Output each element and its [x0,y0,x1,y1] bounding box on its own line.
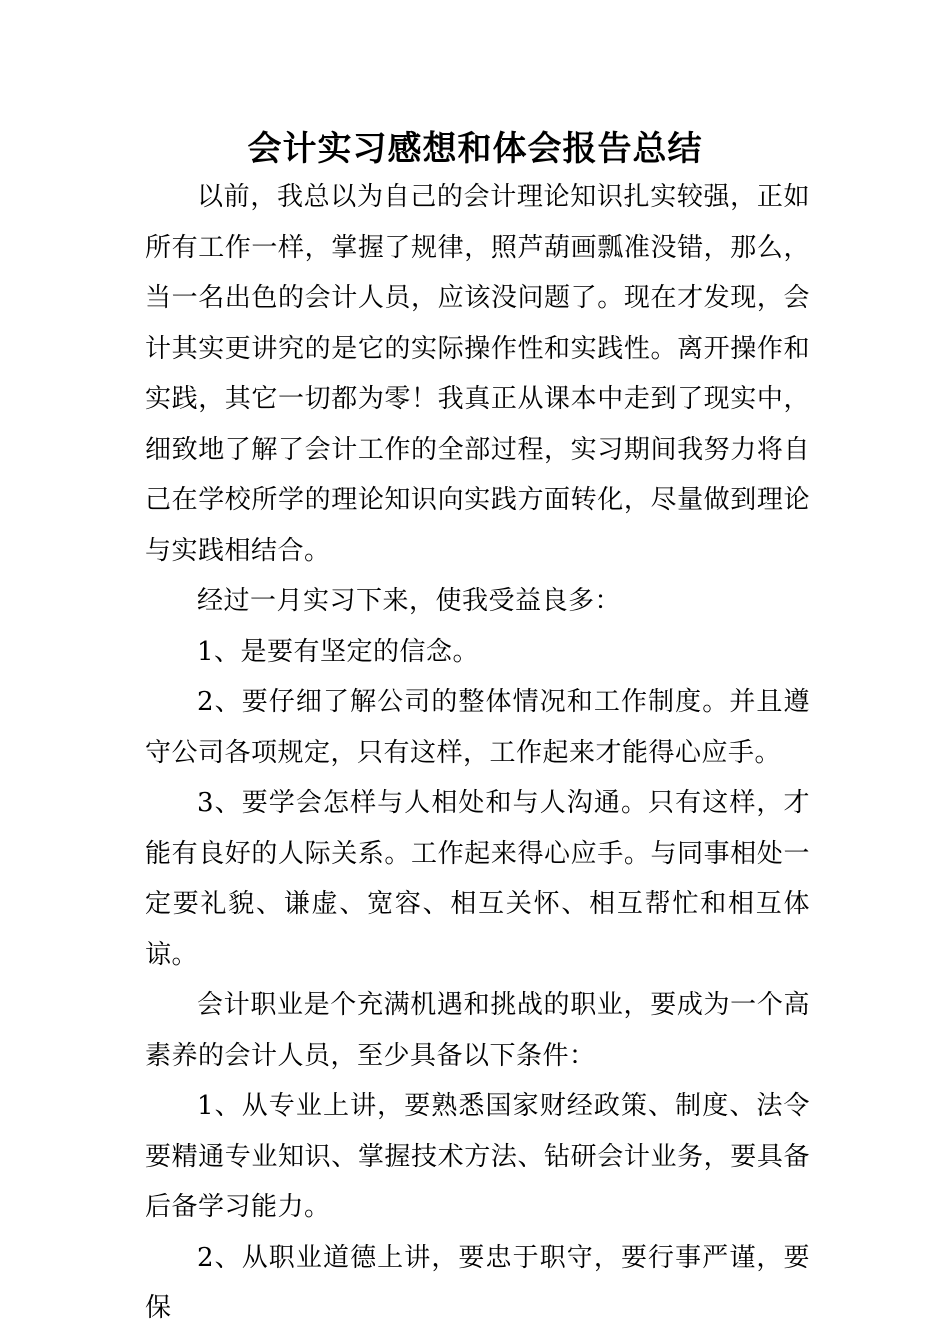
paragraph: 会计职业是个充满机遇和挑战的职业，要成为一个高素养的会计人员，至少具备以下条件： [145,990,810,1071]
document-body [145,172,810,1334]
list-item: 3、要学会怎样与人相处和与人沟通。只有这样，才能有良好的人际关系。工作起来得心应手。与同事相处一定要礼貌、谦虚、宽容、相互关怀、相互帮忙和相互体谅。 [145,788,810,970]
list-item: 2、从职业道德上讲，要忠于职守，要行事严谨，要保 [145,1242,810,1323]
list-item: 1、从专业上讲，要熟悉国家财经政策、制度、法令要精通专业知识、掌握技术方法、钻研会计业务，要具备后备学习能力。 [145,1091,810,1222]
paragraph: 以前，我总以为自己的会计理论知识扎实较强，正如所有工作一样，掌握了规律，照芦葫画瓢准没错，那么，当一名出色的会计人员，应该没问题了。现在才发现，会计其实更讲究的是它的实际操作性和实践性。离开操作和实践，其它一切都为零！我真正从课本中走到了现实中，细致地了解了会计工作的全部过程，实习期间我努力将自己在学校所学的理论知识向实践方面转化，尽量做到理论与实践相结合。 [145,182,810,566]
paragraph: 经过一月实习下来，使我受益良多： [197,586,622,616]
document-title: 会计实习感想和体会报告总结 [247,129,703,169]
list-item: 2、要仔细了解公司的整体情况和工作制度。并且遵守公司各项规定，只有这样，工作起来才能得心应手。 [145,687,810,768]
list-item: 1、是要有坚定的信念。 [197,636,480,667]
